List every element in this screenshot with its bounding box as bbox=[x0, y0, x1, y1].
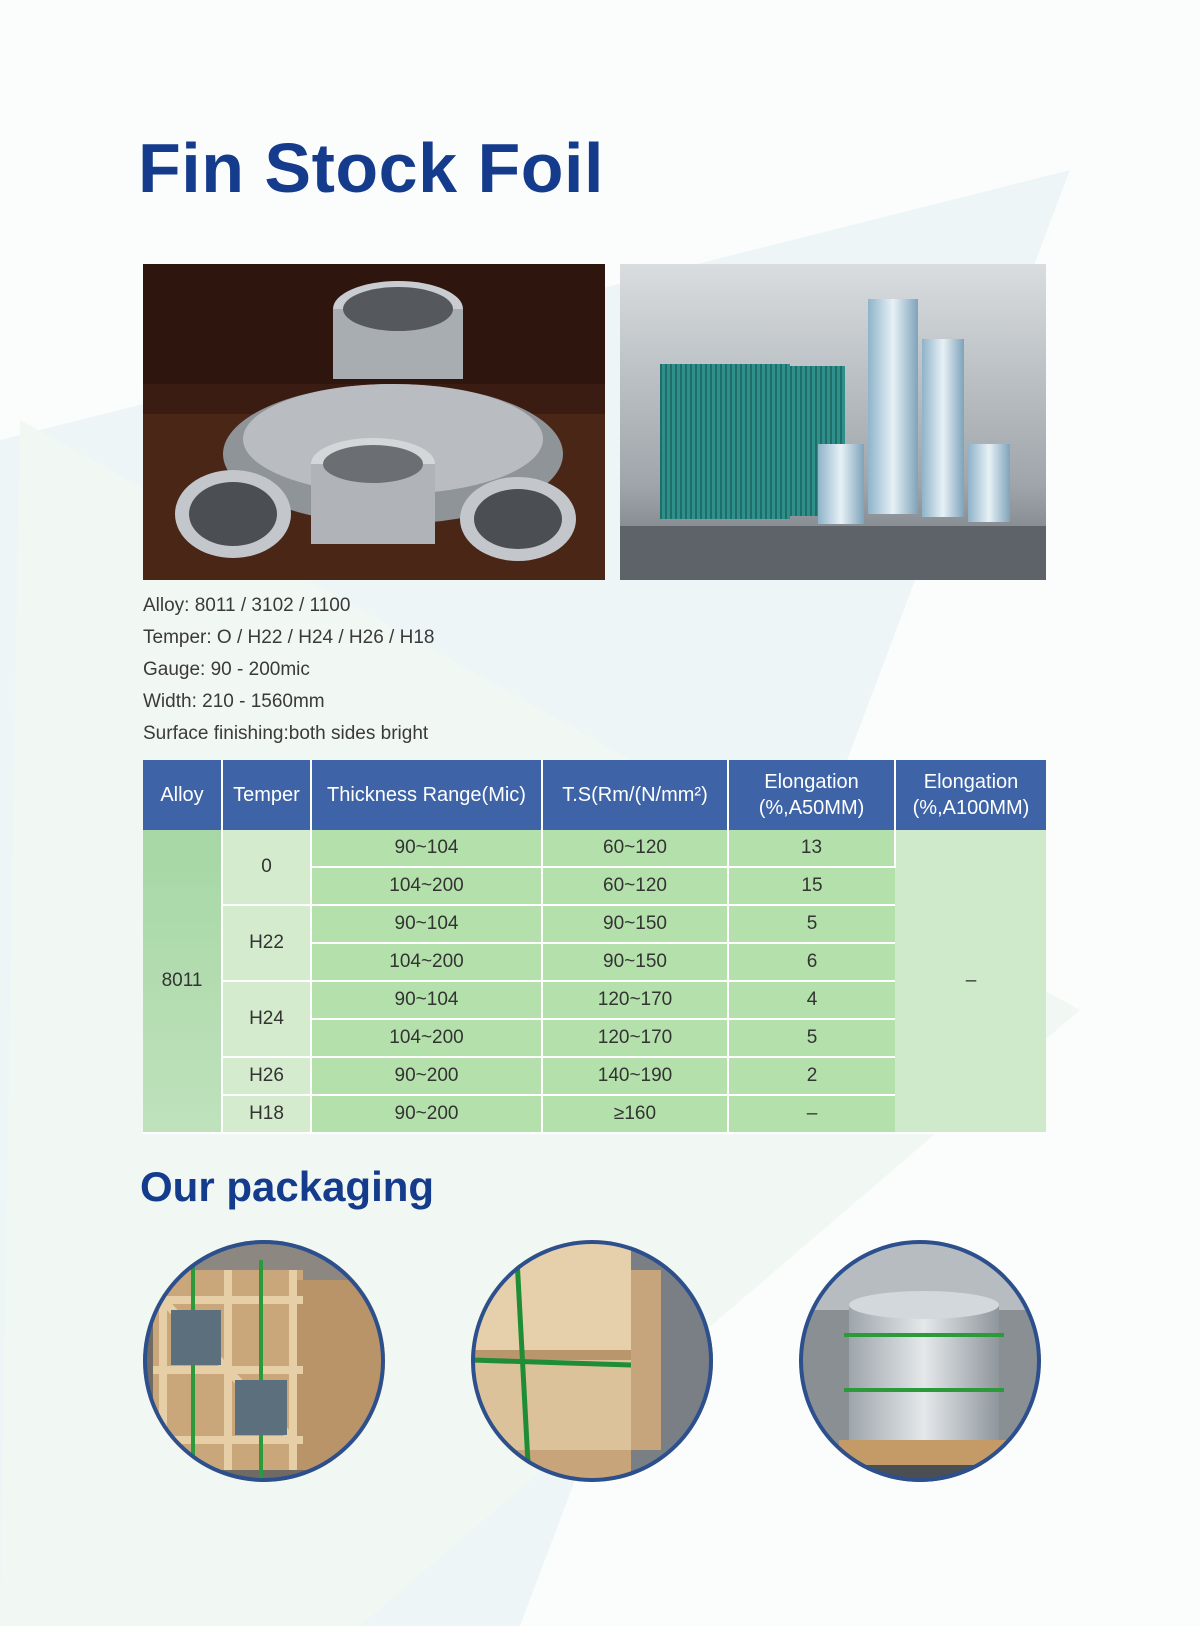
ts-cell: 60~120 bbox=[542, 830, 728, 867]
elongation-a100-cell: – bbox=[895, 830, 1046, 1133]
flexible-duct-photo bbox=[143, 264, 605, 580]
page-title: Fin Stock Foil bbox=[138, 129, 604, 207]
thickness-cell: 90~104 bbox=[311, 830, 542, 867]
spec-temper: Temper: O / H22 / H24 / H26 / H18 bbox=[143, 627, 435, 648]
elongation-a50-cell: 5 bbox=[728, 1019, 895, 1057]
thickness-cell: 90~104 bbox=[311, 905, 542, 943]
elongation-a50-cell: 15 bbox=[728, 867, 895, 905]
thickness-cell: 90~104 bbox=[311, 981, 542, 1019]
header-elongation-a100: Elongation (%,A100MM) bbox=[895, 760, 1046, 830]
spec-gauge: Gauge: 90 - 200mic bbox=[143, 659, 310, 680]
elongation-a50-cell: 5 bbox=[728, 905, 895, 943]
thickness-cell: 104~200 bbox=[311, 867, 542, 905]
temper-cell: H26 bbox=[222, 1057, 311, 1095]
alloy-cell: 8011 bbox=[143, 830, 222, 1133]
elongation-a50-cell: 2 bbox=[728, 1057, 895, 1095]
temper-cell: 0 bbox=[222, 830, 311, 905]
packaging-heading: Our packaging bbox=[140, 1163, 435, 1210]
temper-cell: H18 bbox=[222, 1095, 311, 1133]
spec-alloy: Alloy: 8011 / 3102 / 1100 bbox=[143, 595, 351, 616]
ts-cell: 120~170 bbox=[542, 981, 728, 1019]
header-tensile-strength: T.S(Rm/(N/mm²) bbox=[542, 760, 728, 830]
packaging-foil-coil-photo bbox=[799, 1240, 1041, 1482]
packaging-wooden-cases-photo bbox=[471, 1240, 713, 1482]
temper-cell: H24 bbox=[222, 981, 311, 1057]
thickness-cell: 90~200 bbox=[311, 1057, 542, 1095]
fin-stock-rolls-photo bbox=[620, 264, 1046, 580]
elongation-a50-cell: 6 bbox=[728, 943, 895, 981]
header-alloy: Alloy bbox=[143, 760, 222, 830]
table-row bbox=[143, 830, 1046, 867]
thickness-cell: 90~200 bbox=[311, 1095, 542, 1133]
spec-list bbox=[143, 590, 434, 750]
elongation-a50-cell: 13 bbox=[728, 830, 895, 867]
ts-cell: 90~150 bbox=[542, 905, 728, 943]
properties-table bbox=[143, 760, 1046, 1134]
elongation-a50-cell: 4 bbox=[728, 981, 895, 1019]
elongation-a50-cell: – bbox=[728, 1095, 895, 1133]
packaging-crates-photo bbox=[143, 1240, 385, 1482]
header-temper: Temper bbox=[222, 760, 311, 830]
ts-cell: 120~170 bbox=[542, 1019, 728, 1057]
ts-cell: 140~190 bbox=[542, 1057, 728, 1095]
spec-surface: Surface finishing:both sides bright bbox=[143, 723, 429, 744]
spec-width: Width: 210 - 1560mm bbox=[143, 691, 325, 712]
ts-cell: 90~150 bbox=[542, 943, 728, 981]
header-elongation-a50: Elongation (%,A50MM) bbox=[728, 760, 895, 830]
table-header-row bbox=[143, 760, 1046, 830]
ts-cell: 60~120 bbox=[542, 867, 728, 905]
thickness-cell: 104~200 bbox=[311, 943, 542, 981]
header-thickness: Thickness Range(Mic) bbox=[311, 760, 542, 830]
temper-cell: H22 bbox=[222, 905, 311, 981]
thickness-cell: 104~200 bbox=[311, 1019, 542, 1057]
ts-cell: ≥160 bbox=[542, 1095, 728, 1133]
